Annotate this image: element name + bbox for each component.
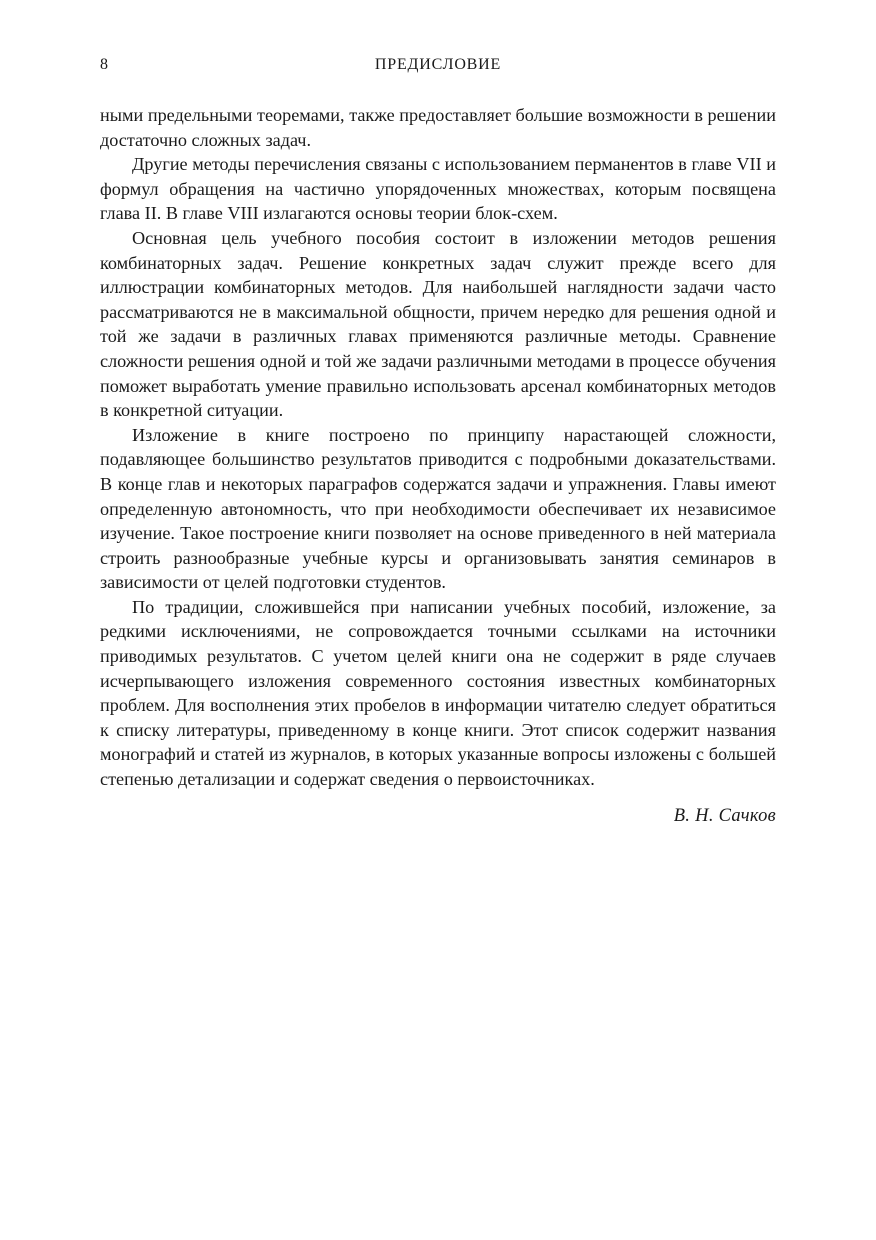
body-text (100, 103, 776, 792)
paragraph: Основная цель учебного пособия состоит в изложении методов решения комбинаторных задач. Решение конкретных задач служит прежде всего для иллюстрации комбинаторных методов. Для наибольшей наглядности задачи часто рассматриваются не в максимальной общности, причем нередко для решения одной и той же задачи в различных главах применяются различные методы. Сравнение сложности решения одной и той же задачи различными методами в процессе обучения поможет выработать умение правильно использовать арсенал комбинаторных методов в конкретной ситуации. (100, 227, 776, 421)
running-head (100, 56, 776, 80)
paragraph: ными предельными теоремами, также предоставляет большие возможности в решении достаточно сложных задач. (100, 105, 776, 150)
document-page (100, 56, 776, 827)
page-number: 8 (100, 56, 109, 73)
author-signature: В. Н. Сачков (673, 805, 776, 826)
paragraph: Другие методы перечисления связаны с использованием перманентов в главе VII и формул обращения на частично упорядоченных множествах, которым посвящена глава II. В главе VIII излагаются основы теории блок-схем. (100, 154, 776, 224)
running-title: ПРЕДИСЛОВИЕ (374, 56, 502, 73)
paragraph: По традиции, сложившейся при написании учебных пособий, изложение, за редкими исключениями, не сопровождается точными ссылками на источники приводимых результатов. С учетом целей книги она не содержит в ряде случаев исчерпывающего изложения современного состояния известных комбинаторных проблем. Для восполнения этих пробелов в информации читателю следует обратиться к списку литературы, приведенному в конце книги. Этот список содержит названия монографий и статей из журналов, в которых указанные вопросы изложены с большей степенью детализации и содержат сведения о первоисточниках. (100, 596, 776, 790)
paragraph: Изложение в книге построено по принципу нарастающей сложности, подавляющее большинство результатов приводится с подробными доказательствами. В конце глав и некоторых параграфов содержатся задачи и упражнения. Главы имеют определенную автономность, что при необходимости обеспечивает их независимое изучение. Такое построение книги позволяет на основе приведенного в ней материала строить разнообразные учебные курсы и организовывать занятия семинаров в зависимости от целей подготовки студентов. (100, 424, 776, 593)
